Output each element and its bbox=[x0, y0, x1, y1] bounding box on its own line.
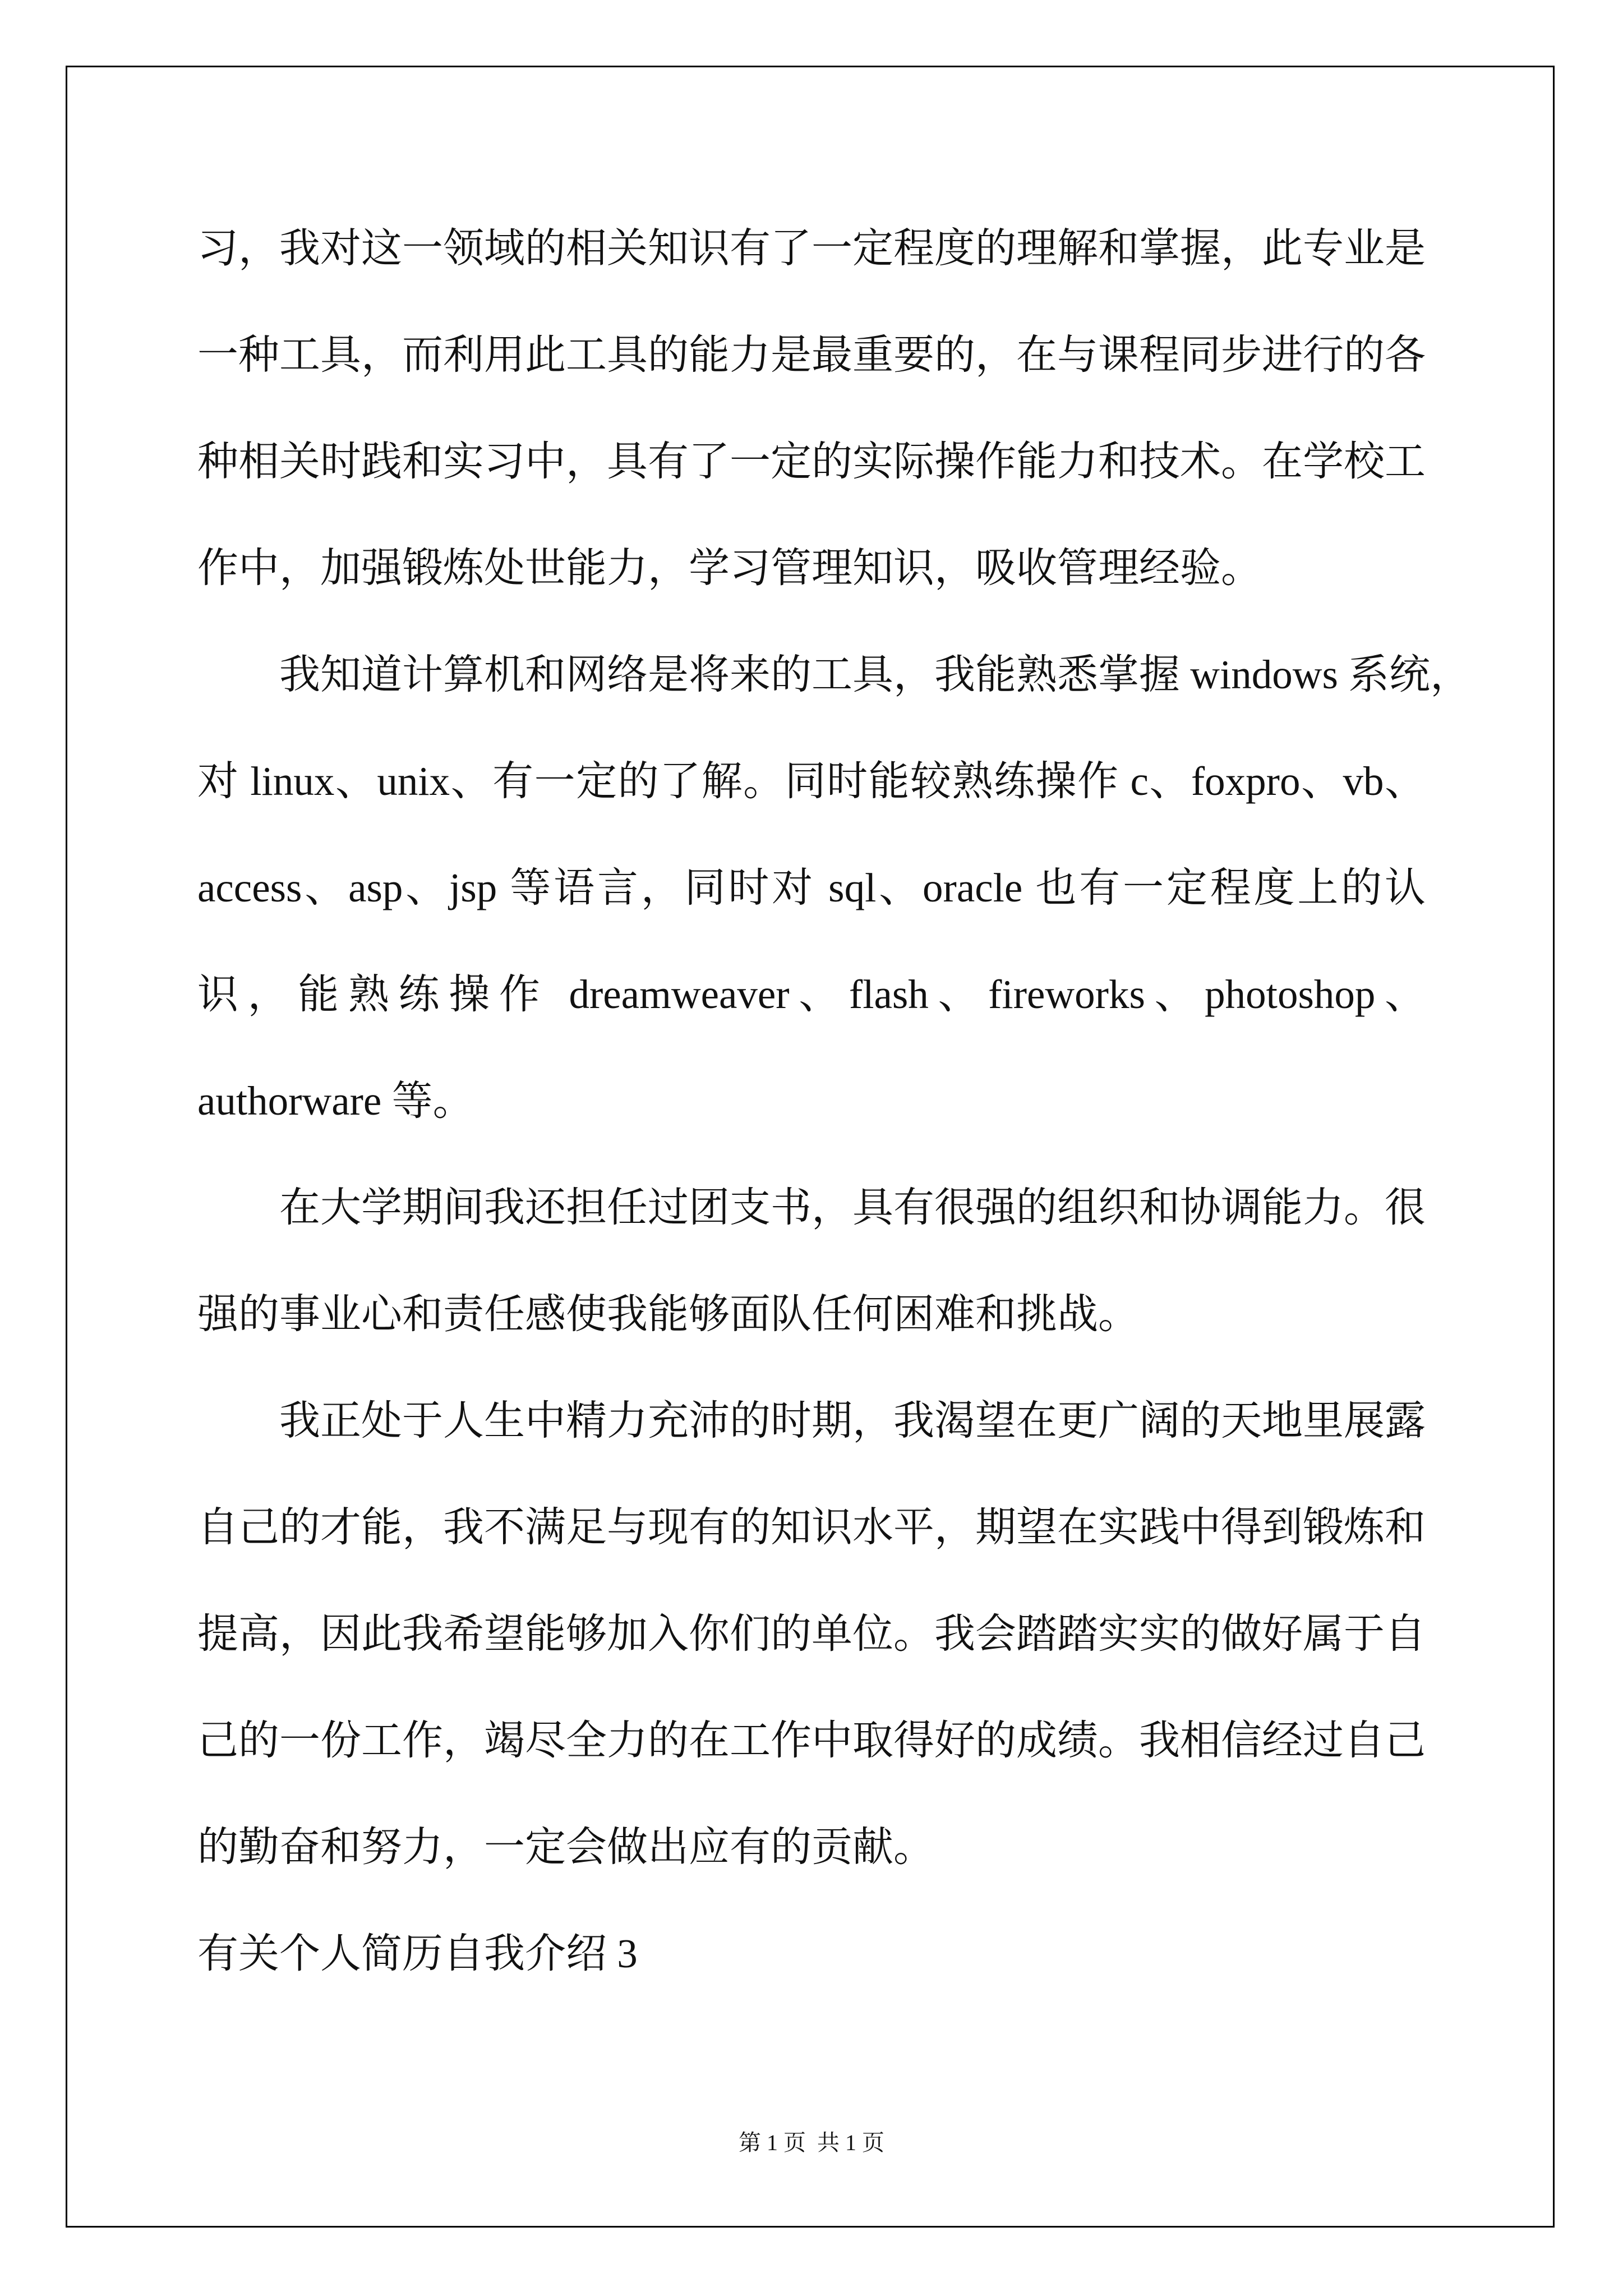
paragraph bbox=[197, 195, 1426, 622]
body-line: 种相关时践和实习中，具有了一定的实际操作能力和技术。在学校工 bbox=[197, 439, 1426, 484]
document-body bbox=[197, 195, 1472, 2007]
body-line: 的勤奋和努力，一定会做出应有的贡献。 bbox=[197, 1824, 934, 1870]
body-line: 对 linux、unix、有一定的了解。同时能较熟练操作 c、foxpro、vb、 bbox=[197, 758, 1426, 804]
paragraph bbox=[197, 1154, 1426, 1368]
body-line: access、asp、jsp 等语言，同时对 sql、oracle 也有一定程度上的认 bbox=[197, 865, 1426, 910]
body-line: 我正处于人生中精力充沛的时期，我渴望在更广阔的天地里展露 bbox=[279, 1398, 1426, 1443]
body-line: 我知道计算机和网络是将来的工具，我能熟悉掌握 windows 系统， bbox=[279, 652, 1472, 697]
body-line: 在大学期间我还担任过团支书，具有很强的组织和协调能力。很 bbox=[279, 1185, 1426, 1230]
body-line: authorware 等。 bbox=[197, 1078, 474, 1124]
body-line: 习，我对这一领域的相关知识有了一定程度的理解和掌握，此专业是 bbox=[197, 226, 1426, 271]
body-line: 提高，因此我希望能够加入你们的单位。我会踏踏实实的做好属于自 bbox=[197, 1611, 1426, 1657]
section-heading: 有关个人简历自我介绍 3 bbox=[197, 1931, 638, 1976]
body-line: 强的事业心和责任感使我能够面队任何困难和挑战。 bbox=[197, 1291, 1139, 1337]
body-line: 识，能熟练操作 dreamweaver、flash、fireworks、photoshop、 bbox=[197, 972, 1426, 1017]
body-line: 己的一份工作，竭尽全力的在工作中取得好的成绩。我相信经过自己 bbox=[197, 1718, 1426, 1763]
body-line: 一种工具，而利用此工具的能力是最重要的，在与课程同步进行的各 bbox=[197, 332, 1426, 378]
paragraph bbox=[197, 1368, 1426, 1901]
body-line: 作中，加强锻炼处世能力，学习管理知识，吸收管理经验。 bbox=[197, 545, 1262, 591]
page-footer: 第 1 页 共 1 页 bbox=[739, 2130, 884, 2155]
paragraph bbox=[197, 622, 1472, 1154]
body-line: 自己的才能，我不满足与现有的知识水平，期望在实践中得到锻炼和 bbox=[197, 1504, 1426, 1550]
